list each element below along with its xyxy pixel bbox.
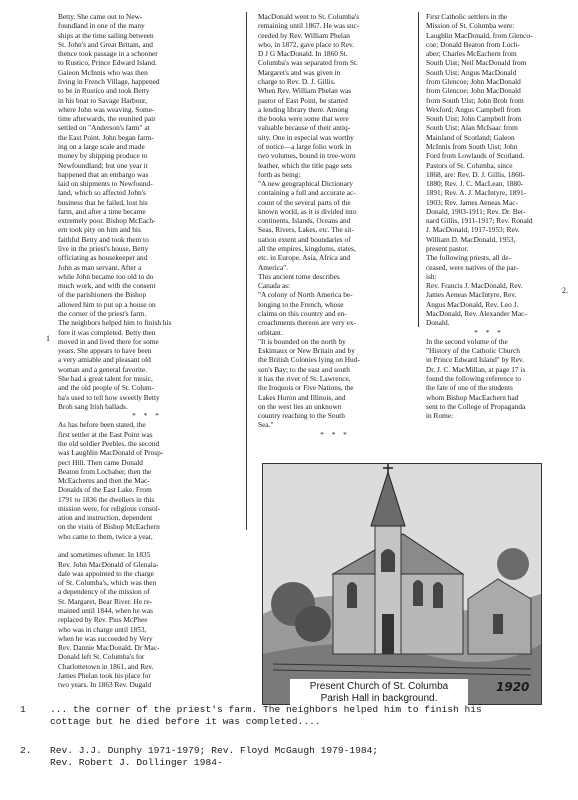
footnote-line: 1 ... the corner of the priest's farm. The neighbors helped him to finish his <box>20 704 482 715</box>
text-line: the East Point. John began farm- <box>58 132 154 142</box>
text-line: William D. MacDonald, 1953, <box>426 234 516 244</box>
text-line: J. MacDonald, 1917-1953; Rev. <box>426 225 520 235</box>
text-line: all the empires, kingdoms, states, <box>258 244 356 254</box>
text-line: a lending library there. Among <box>258 104 349 114</box>
text-line: found the following reference to <box>426 373 522 383</box>
footnote-line: cottage but he died before it was completed.... <box>50 716 321 728</box>
text-line: mission were, for religious consol- <box>58 503 161 513</box>
text-line: Donald. <box>426 318 450 328</box>
text-line: uation extent and boundaries of <box>258 234 351 244</box>
text-line: while John became too old to do <box>58 271 154 281</box>
text-line: Eskimaux or New Britain and by <box>258 346 355 356</box>
text-line: etc. in Europe, Asia, Africa and <box>258 253 351 263</box>
text-line: laid on shipments to Newfound- <box>58 179 153 189</box>
text-line: * * * <box>474 327 504 337</box>
text-line: thence took passage in a schooner <box>58 49 158 59</box>
text-line: live in the priest's house, Betty <box>58 244 149 254</box>
text-line: farm, and after a time became <box>58 206 146 216</box>
text-line: Laughlin MacDonald, from Glenco- <box>426 30 533 40</box>
church-sketch-image <box>263 464 541 704</box>
footnote-line: Rev. Robert J. Dollinger 1984- <box>50 757 223 769</box>
text-line: South Uist; Alan McIsaac from <box>426 123 518 133</box>
text-line: pect Hill. Then came Donald <box>58 457 143 467</box>
text-line: coe; Donald Beaton from Loch- <box>426 39 520 49</box>
text-line: Sea." <box>258 420 274 430</box>
text-line: This ancient tome describes <box>258 271 340 281</box>
text-line: the old soldier Peebles, the second <box>58 438 160 448</box>
column-divider-2 <box>418 12 419 327</box>
text-line: nard Gillis, 1911-1917; Rev. Ronald <box>426 216 533 226</box>
text-line: business that he failed, lost his <box>58 197 148 207</box>
text-line: the books were some that were <box>258 114 349 124</box>
text-line: first settler at the East Point was <box>58 429 153 439</box>
text-line: forth as being: <box>258 169 301 179</box>
text-line: sent to the College of Propaganda <box>426 401 526 411</box>
text-line: on the west lies an unknown <box>258 401 342 411</box>
text-line: to Rustico, Prince Edward Island. <box>58 58 157 68</box>
text-line: Dr. J. C. MacMillan, at page 17 is <box>426 364 526 374</box>
text-line: 1868, are: Rev. D. J. Gillis, 1860- <box>426 169 525 179</box>
text-line: in Prince Edward Island" by Rev. <box>426 355 524 365</box>
text-line: valuable because of their antiq- <box>258 123 351 133</box>
text-line: The following priests, all de- <box>426 253 512 263</box>
typed-footnotes <box>20 704 570 770</box>
text-line: continents, Islands, Oceans and <box>258 216 351 226</box>
text-line: fore it was completed. Betty then <box>58 327 156 337</box>
text-line: much work, and with the consent <box>58 281 156 291</box>
photo-caption <box>290 679 468 707</box>
text-line: faithful Betty and took them to <box>58 234 149 244</box>
text-line: aber; Charles McEachern from <box>426 49 517 59</box>
text-line: years. She appears to have been <box>58 346 152 356</box>
text-line: time afterwards, the reunited pair <box>58 114 156 124</box>
text-line: from Glencoe; John MacDonald <box>426 76 521 86</box>
text-line: Mainland of Scotland; Galeon <box>426 132 515 142</box>
text-line: who was in charge until 1853, <box>58 624 147 634</box>
text-line: where John was weaving. Some- <box>58 104 155 114</box>
photo-caption-line-2: Parish Hall in background. <box>320 693 438 704</box>
text-line: "A colony of North America be- <box>258 290 353 300</box>
text-line: James Phelan took his place for <box>58 670 151 680</box>
text-line: happened that an embargo was <box>58 169 149 179</box>
text-line: John as man servant. After a <box>58 262 142 272</box>
text-line: from South Uist; John Broh from <box>426 95 524 105</box>
text-line: The neighbors helped him to finish his <box>58 318 172 328</box>
text-line: Donald left St. Columba's for <box>58 652 145 662</box>
text-line: moved in and lived there for some <box>58 336 159 346</box>
text-line: a dependency of the mission of <box>58 587 150 597</box>
text-line: Betty. She came out to New- <box>58 12 143 21</box>
text-line: * * * <box>320 429 350 439</box>
text-line: Gaieon McInnis who was then <box>58 67 148 77</box>
text-line: As has before been stated, the <box>58 420 146 430</box>
text-line: and the old people of St. Colum- <box>58 383 155 393</box>
margin-footnote-mark-2: 2. <box>562 286 568 295</box>
text-line: McInnis from South Uist; John <box>426 141 518 151</box>
text-line: Seas, Rivers, Lakes, etc. The sit- <box>258 225 354 235</box>
text-line: Canada as: <box>258 281 291 291</box>
text-line: Angus MacDonald, Rev. Leo J. <box>426 299 519 309</box>
text-line: containing a full and accurate ac- <box>258 188 356 198</box>
text-line: Ford from Lowlands of Scotland. <box>426 151 525 161</box>
text-line: pastor of East Point, he started <box>258 95 348 105</box>
text-line: McEacherns and then the Mac- <box>58 476 150 486</box>
text-line: a very amiable and pleasant old <box>58 355 151 365</box>
text-line: foundland in one of the many <box>58 21 145 31</box>
text-line: the British Colonies lying on Hud- <box>258 355 360 365</box>
text-line: present pastor. <box>426 244 469 254</box>
text-line: and sometimes oftener. In 1835 <box>58 550 151 560</box>
text-line: America". <box>258 262 289 272</box>
text-line: money by shipping produce to <box>58 151 148 161</box>
text-line: the fate of one of the students <box>426 383 513 393</box>
text-line: longing to the French, whose <box>258 299 344 309</box>
text-line: allowed him to put up a house on <box>58 299 156 309</box>
footnote-line: 2. Rev. J.J. Dunphy 1971-1979; Rev. Floyd McGaugh 1979-1984; <box>20 744 379 756</box>
text-line: of the parishioners the Bishop <box>58 290 147 300</box>
text-line: extremely poor. Bishop McEach- <box>58 216 156 226</box>
newspaper-column-3 <box>426 12 552 420</box>
text-line: MacDonald went to St. Columba's <box>258 12 360 21</box>
newspaper-column-1 <box>58 12 236 690</box>
text-line: South Uist; Neil MacDonald from <box>426 58 527 68</box>
text-line: uity. One in especial was worthy <box>258 132 354 142</box>
text-line: was Laughlin MacDonald of Prosp- <box>58 448 164 458</box>
text-line: First Catholic settlers in the <box>426 12 508 21</box>
margin-footnote-mark-1: 1 <box>46 334 50 343</box>
text-line: ships at the time sailing between <box>58 30 154 40</box>
text-line: Charlottetown in 1861, and Rev. <box>58 661 154 671</box>
text-line: St. John's and Great Britain, and <box>58 39 153 49</box>
photo-caption-line-1: Present Church of St. Columba <box>309 681 449 692</box>
text-line: who, in 1872, gave place to Rev. <box>258 39 354 49</box>
text-line: on the visits of Bishop McEachern <box>58 522 160 532</box>
text-line: Margaret's and was given in <box>258 67 341 77</box>
text-line: Rev. John MacDonald of Glenala- <box>58 559 159 569</box>
text-line: 1791 to 1836 the dwellers in this <box>58 494 155 504</box>
text-line: ern took pity on him and his <box>58 225 141 235</box>
text-line: Columba's was separated from St. <box>258 58 358 68</box>
text-line: it has the river of St. Lawrence, <box>258 373 351 383</box>
text-line: ba's used to tell how sweetly Betty <box>58 392 160 402</box>
text-line <box>58 541 236 550</box>
text-line: Newfoundland; but one year it <box>58 160 148 170</box>
text-line: leather, which the title page sets <box>258 160 352 170</box>
text-line: mained until 1844, when he was <box>58 606 154 615</box>
text-line: country reaching to the South <box>258 411 345 421</box>
text-line: Beaton from Lochaber, then the <box>58 466 152 476</box>
text-line: in Rome: <box>426 411 454 421</box>
text-line: known world, as it is divided into <box>258 206 357 216</box>
text-line: of St. Columba's, which was then <box>58 578 157 588</box>
text-line: two volumes, bound in tree-worn <box>258 151 356 161</box>
text-line: South Uist; Angus MacDonald <box>426 67 517 77</box>
newspaper-column-2 <box>258 12 412 439</box>
church-photograph <box>262 463 542 705</box>
text-line: of notice—a large folio work in <box>258 141 352 151</box>
text-line: who came to them, twice a year, <box>58 531 153 541</box>
text-line: Pastors of St. Columba, since <box>426 160 513 170</box>
text-line: ation and instruction, dependent <box>58 513 153 523</box>
text-line: land, which so affected John's <box>58 188 146 198</box>
text-line: Mission of St. Columba were: <box>426 21 515 31</box>
text-line: D J G MacDonald. In 1860 St. <box>258 49 348 59</box>
text-line: orbitant. <box>258 327 283 337</box>
text-line: 1891; Rev. A. J. MacIntyre, 1891- <box>426 188 527 198</box>
text-line: Lakes Huron and Illinois, and <box>258 392 346 402</box>
text-line: two years. In 1863 Rev. Dugald <box>58 680 152 690</box>
text-line: When Rev. William Phelan was <box>258 86 352 96</box>
text-line: charge to Rev. D. J. Gillis. <box>258 76 336 86</box>
text-line: from Glencoe; John MacDonald <box>426 86 521 96</box>
text-line: croachments thereon are very ex- <box>258 318 356 328</box>
text-line: "History of the Catholic Church <box>426 346 520 356</box>
text-line: to be in Rustico and took Betty <box>58 86 150 96</box>
text-line: "A new geographical Dictionary <box>258 179 353 189</box>
text-line: count of the several parts of the <box>258 197 351 207</box>
text-line: Rev. Dannie MacDonald. Dr Mac- <box>58 643 160 653</box>
text-line: ceeded by Rev. William Phelan <box>258 30 350 40</box>
text-line: whom Bishop MacEachern had <box>426 392 519 402</box>
text-line: She had a great talent for music, <box>58 373 153 383</box>
text-line: woman and a general favorite. <box>58 364 148 374</box>
text-line: son's Bay; to the east and south <box>258 364 350 374</box>
text-line: 1903; Rev. James Aeneas Mac- <box>426 197 518 207</box>
text-line: "It is bounded on the north by <box>258 336 346 346</box>
text-line: dale was appointed to the charge <box>58 568 154 578</box>
text-line: the Iroquois or Five Nations, the <box>258 383 354 393</box>
text-line: Donald, 1903-1911; Rev. Dr. Ber- <box>426 206 526 216</box>
text-line: settled on "Anderson's farm" at <box>58 123 150 133</box>
text-line: Rev. Francis J. MacDonald, Rev. <box>426 281 523 291</box>
text-line: Donalds of the East Lake. From <box>58 485 152 495</box>
text-line: St. Margaret, Bear River. He re- <box>58 596 153 606</box>
text-line: remaining until 1867. He was suc- <box>258 21 360 31</box>
text-line: James Aeneas MacIntyre, Rev. <box>426 290 517 300</box>
text-line: ing on a large scale and made <box>58 141 145 151</box>
text-line: officiating as housekeeper and <box>58 253 148 263</box>
text-line: claims on this country and en- <box>258 309 347 318</box>
text-line: South Uist; John Campbell from <box>426 114 522 124</box>
text-line: in his boat to Savage Harbour, <box>58 95 148 105</box>
text-line: Broh sang Irish ballads. <box>58 401 128 411</box>
column-divider-1 <box>246 12 247 530</box>
text-line: ceased, were natives of the par- <box>426 262 519 272</box>
text-line: ish: <box>426 271 437 281</box>
text-line: the corner of the priest's farm. <box>58 309 147 318</box>
text-line: In the second volume of the <box>426 336 508 346</box>
text-line: 1880; Rev. J. C. MacLean, 1880- <box>426 179 524 189</box>
text-line: living in French Village, happened <box>58 76 160 86</box>
text-line: when he was succeeded by Very <box>58 633 153 643</box>
text-line: replaced by Rev. Pius McPhee <box>58 615 148 625</box>
text-line: MacDonald, Rev. Alexander Mac- <box>426 309 527 318</box>
text-line: * * * <box>132 411 162 421</box>
handwritten-year: 1920 <box>496 680 530 694</box>
text-line: Wexford; Angus Campbell from <box>426 104 521 114</box>
